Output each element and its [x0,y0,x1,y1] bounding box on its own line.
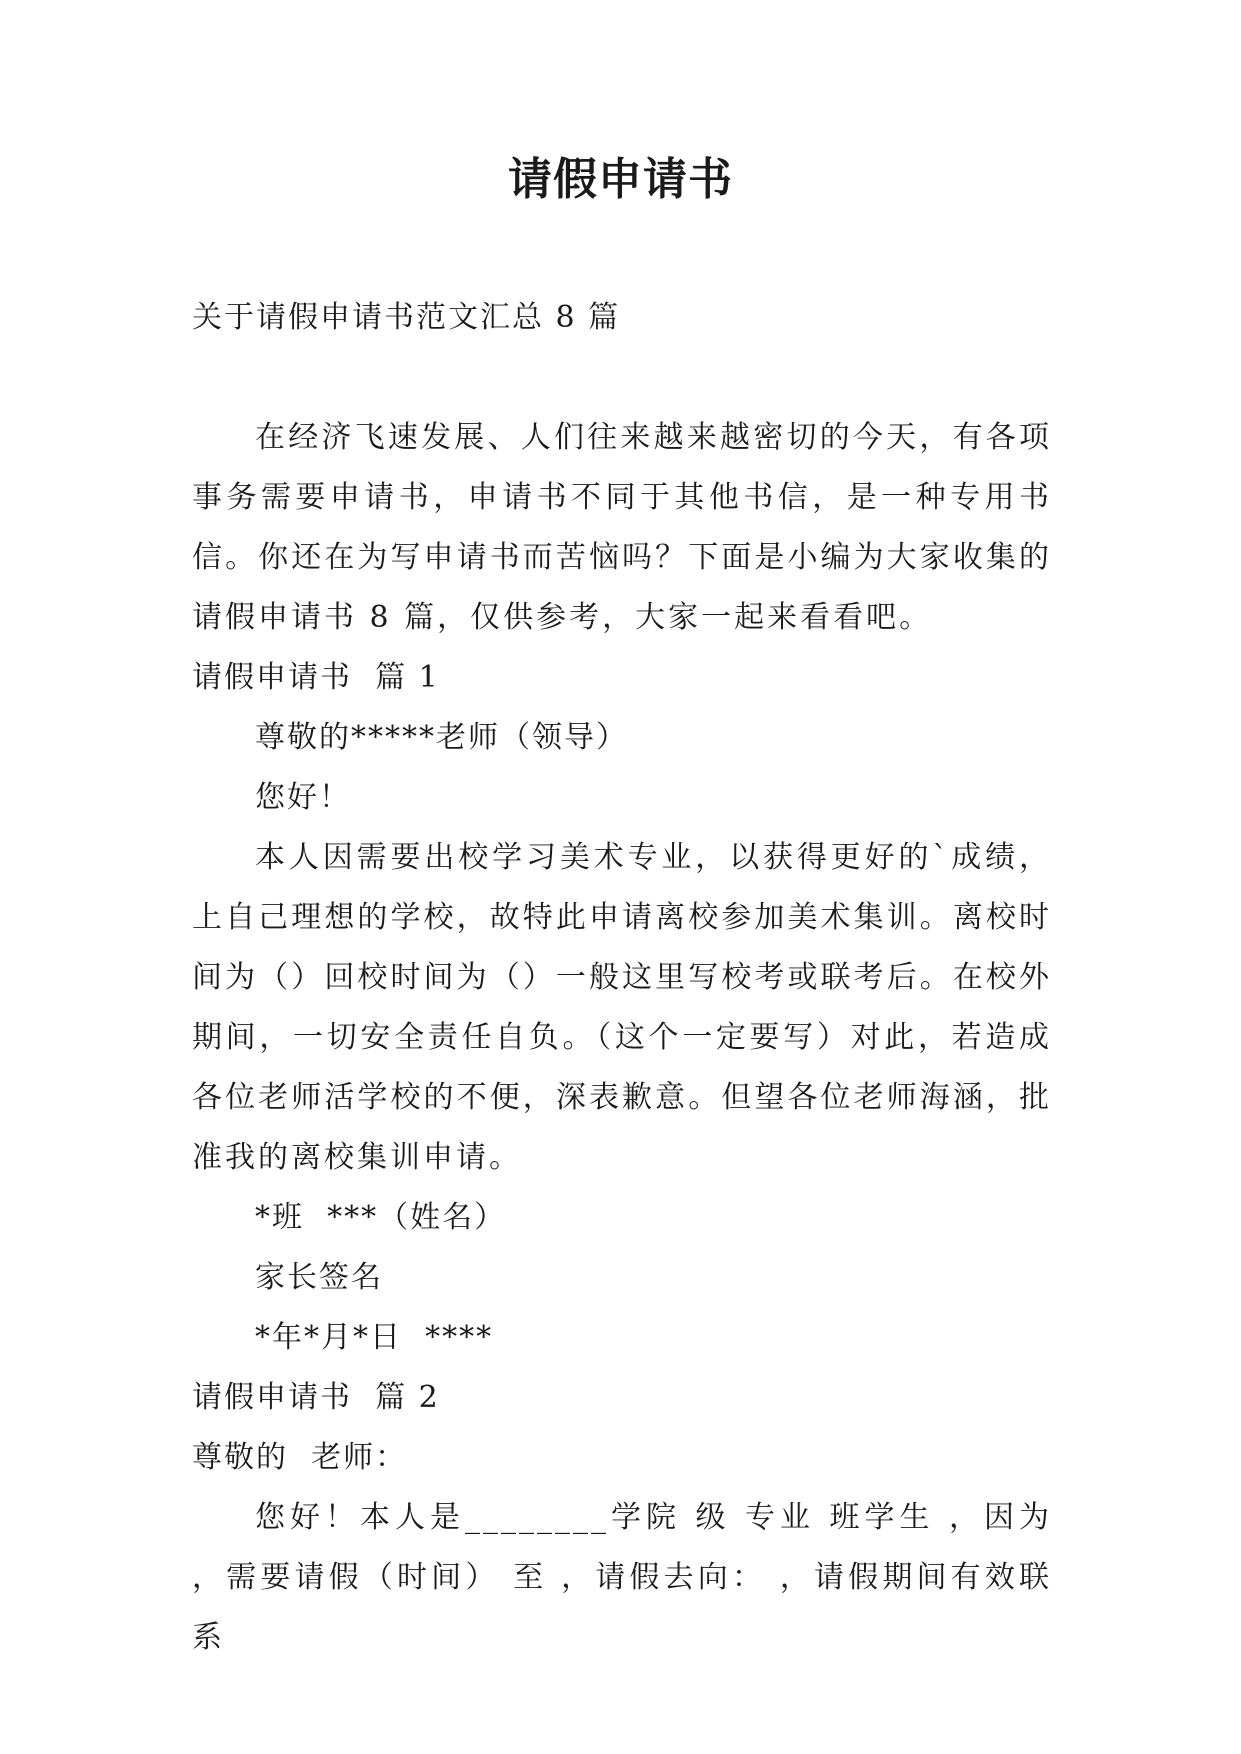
document-subtitle: 关于请假申请书范文汇总 8 篇 [192,300,621,335]
article-1-salutation: 尊敬的*****老师（领导） [255,720,628,755]
article-2-body: 您好！本人是________学院 级 专业 班学生 ，因为 ，需要请假（时间） 至 ，请假去向： ，请假期间有效联系 [192,1500,1052,1655]
article-1-signature: *班 ***（姓名） [255,1200,507,1235]
article-2-salutation: 尊敬的 老师： [192,1440,408,1475]
article-1-greeting: 您好！ [255,780,351,815]
article-1-date: *年*月*日 **** [255,1320,494,1355]
article-1-body: 本人因需要出校学习美术专业，以获得更好的`成绩，上自己理想的学校，故特此申请离校参加美术集训。离校时间为（）回校时间为（）一般这里写校考或联考后。在校外期间，一切安全责任自负。（这个一定要写）对此，若造成各位老师活学校的不便，深表歉意。但望各位老师海涵，批准我的离校集训申请。 [192,840,1052,1175]
article-1-parent-signature: 家长签名 [255,1260,383,1295]
intro-paragraph: 在经济飞速发展、人们往来越来越密切的今天，有各项事务需要申请书，申请书不同于其他书信，是一种专用书信。你还在为写申请书而苦恼吗？下面是小编为大家收集的请假申请书 8 篇，仅供参考，大家一起来看看吧。 [192,420,1052,635]
article-2-heading: 请假申请书 篇 2 [192,1380,440,1415]
document-title: 请假申请书 [508,154,733,205]
article-1-heading: 请假申请书 篇 1 [192,660,440,695]
document-body [192,288,1052,1668]
